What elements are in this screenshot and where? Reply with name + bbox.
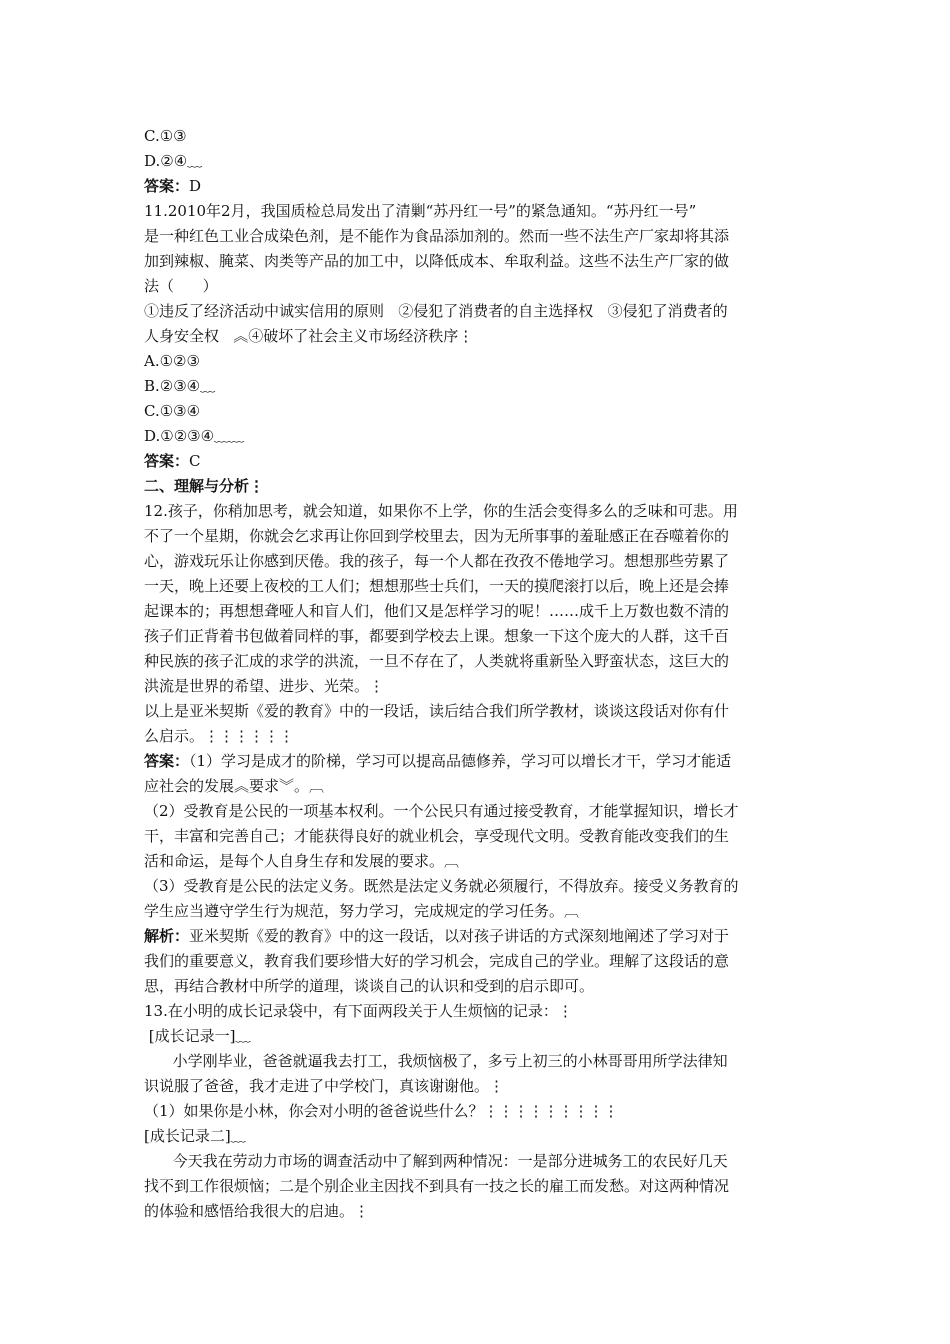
text-line <box>144 649 814 674</box>
section-heading: 二、理解与分析⋮ <box>144 477 265 495</box>
text-line <box>144 699 814 724</box>
text-line <box>144 574 814 599</box>
answer-label: 答案： <box>144 752 190 770</box>
text-line <box>144 499 814 524</box>
text-line <box>144 299 814 324</box>
answer-label: 答案： <box>144 452 190 470</box>
line-text: 我们的重要意义，教育我们要珍惜大好的学习机会，完成自己的学业。理解了这段话的意 <box>144 952 730 970</box>
line-text: 11.2010年2月，我国质检总局发出了清剿“苏丹红一号”的紧急通知。“苏丹红一号” <box>144 202 697 220</box>
text-line <box>144 1074 814 1099</box>
line-text: 么启示。⋮⋮⋮⋮⋮⋮ <box>144 727 295 745</box>
text-line <box>144 474 814 499</box>
text-line <box>144 274 814 299</box>
line-text: （3）受教育是公民的法定义务。既然是法定义务就必须履行，不得放弃。接受义务教育的 <box>144 877 739 895</box>
line-text: 干，丰富和完善自己；才能获得良好的就业机会，享受现代文明。受教育能改变我们的生 <box>144 827 730 845</box>
text-line <box>144 999 814 1024</box>
text-line <box>144 224 814 249</box>
text-line <box>144 974 814 999</box>
text-line <box>144 449 814 474</box>
text-line <box>144 1199 814 1224</box>
line-text: 12.孩子，你稍加思考，就会知道，如果你不上学，你的生活会变得多么的乏味和可悲。用 <box>144 502 738 520</box>
text-line <box>144 924 814 949</box>
line-text: 心，游戏玩乐让你感到厌倦。我的孩子，每一个人都在孜孜不倦地学习。想想那些劳累了 <box>144 552 730 570</box>
text-line <box>144 524 814 549</box>
text-line <box>144 774 814 799</box>
line-text: D.②④﹏ <box>144 152 203 170</box>
text-line <box>144 199 814 224</box>
line-text: 不了一个星期，你就会乞求再让你回到学校里去，因为无所事事的羞耻感正在吞噬着你的 <box>144 527 730 545</box>
line-text: 洪流是世界的希望、进步、光荣。⋮ <box>144 677 385 695</box>
line-text: 起课本的；再想想聋哑人和盲人们，他们又是怎样学习的呢！……成千上万数也数不清的 <box>144 602 730 620</box>
line-text: B.②③④﹏ <box>144 377 216 395</box>
text-line <box>144 374 814 399</box>
line-text: [成长记录二]﹏ <box>144 1127 246 1145</box>
line-text: 人身安全权 ︽④破坏了社会主义市场经济秩序⋮ <box>144 327 474 345</box>
line-text: C.①③④ <box>144 402 201 420</box>
line-text: [成长记录一]﹏ <box>144 1027 251 1045</box>
text-line <box>144 1099 814 1124</box>
text-line <box>144 174 814 199</box>
line-text: 活和命运，是每个人自身生存和发展的要求。︹ <box>144 852 460 870</box>
answer-label: 解析： <box>144 927 190 945</box>
answer-label: 答案： <box>144 177 190 195</box>
line-text: 识说服了爸爸，我才走进了中学校门，真该谢谢他。⋮ <box>144 1077 505 1095</box>
text-line <box>144 849 814 874</box>
line-text: C <box>189 452 201 470</box>
line-text: 学生应当遵守学生行为规范，努力学习，完成规定的学习任务。︹ <box>144 902 580 920</box>
text-line <box>144 1174 814 1199</box>
text-line <box>144 1049 814 1074</box>
line-text: 一天，晚上还要上夜校的工人们；想想那些士兵们，一天的摸爬滚打以后，晚上还是会捧 <box>144 577 730 595</box>
text-line <box>144 549 814 574</box>
line-text: （1）如果你是小林，你会对小明的爸爸说些什么？⋮⋮⋮⋮⋮⋮⋮⋮⋮ <box>144 1102 619 1120</box>
line-text: （2）受教育是公民的一项基本权利。一个公民只有通过接受教育，才能掌握知识，增长才 <box>144 802 739 820</box>
line-text: 13.在小明的成长记录袋中，有下面两段关于人生烦恼的记录：⋮ <box>144 1002 573 1020</box>
line-text: ①违反了经济活动中诚实信用的原则 ②侵犯了消费者的自主选择权 ③侵犯了消费者的 <box>144 302 728 320</box>
document-body <box>144 124 814 1224</box>
text-line <box>144 799 814 824</box>
line-text: 小学刚毕业，爸爸就逼我去打工，我烦恼极了，多亏上初三的小林哥哥用所学法律知 <box>144 1052 728 1070</box>
text-line <box>144 624 814 649</box>
text-line <box>144 124 814 149</box>
text-line <box>144 1149 814 1174</box>
line-text: D.①②③④﹏﹏ <box>144 427 245 445</box>
text-line <box>144 949 814 974</box>
line-text: 的体验和感悟给我很大的启迪。⋮ <box>144 1202 370 1220</box>
line-text: 找不到工作很烦恼；二是个别企业主因找不到具有一技之长的雇工而发愁。对这两种情况 <box>144 1177 730 1195</box>
text-line <box>144 1124 814 1149</box>
line-text: 种民族的孩子汇成的求学的洪流，一旦不存在了，人类就将重新坠入野蛮状态，这巨大的 <box>144 652 730 670</box>
text-line <box>144 749 814 774</box>
text-line <box>144 1024 814 1049</box>
text-line <box>144 399 814 424</box>
text-line <box>144 149 814 174</box>
line-text: A.①②③ <box>144 352 200 370</box>
line-text: 以上是亚米契斯《爱的教育》中的一段话，读后结合我们所学教材，谈谈这段话对你有什 <box>144 702 730 720</box>
line-text: 思，再结合教材中所学的道理，谈谈自己的认识和受到的启示即可。 <box>144 977 595 995</box>
line-text: 孩子们正背着书包做着同样的事，都要到学校去上课。想象一下这个庞大的人群，这千百 <box>144 627 730 645</box>
text-line <box>144 674 814 699</box>
text-line <box>144 424 814 449</box>
line-text: 亚米契斯《爱的教育》中的这一段话，以对孩子讲话的方式深刻地阐述了学习对于 <box>189 927 730 945</box>
line-text: 是一种红色工业合成染色剂，是不能作为食品添加剂的。然而一些不法生产厂家却将其添 <box>144 227 730 245</box>
line-text: 今天我在劳动力市场的调查活动中了解到两种情况：一是部分进城务工的农民好几天 <box>144 1152 728 1170</box>
line-text: C.①③ <box>144 127 187 145</box>
text-line <box>144 249 814 274</box>
text-line <box>144 324 814 349</box>
line-text: 法（ ） <box>144 277 218 295</box>
line-text: 加到辣椒、腌菜、肉类等产品的加工中，以降低成本、牟取利益。这些不法生产厂家的做 <box>144 252 730 270</box>
text-line <box>144 874 814 899</box>
text-line <box>144 349 814 374</box>
line-text: 应社会的发展︽要求︾。︹ <box>144 777 325 795</box>
line-text: （1）学习是成才的阶梯，学习可以提高品德修养，学习可以增长才干，学习才能适 <box>189 752 732 770</box>
text-line <box>144 899 814 924</box>
line-text: D <box>189 177 202 195</box>
text-line <box>144 724 814 749</box>
text-line <box>144 599 814 624</box>
text-line <box>144 824 814 849</box>
